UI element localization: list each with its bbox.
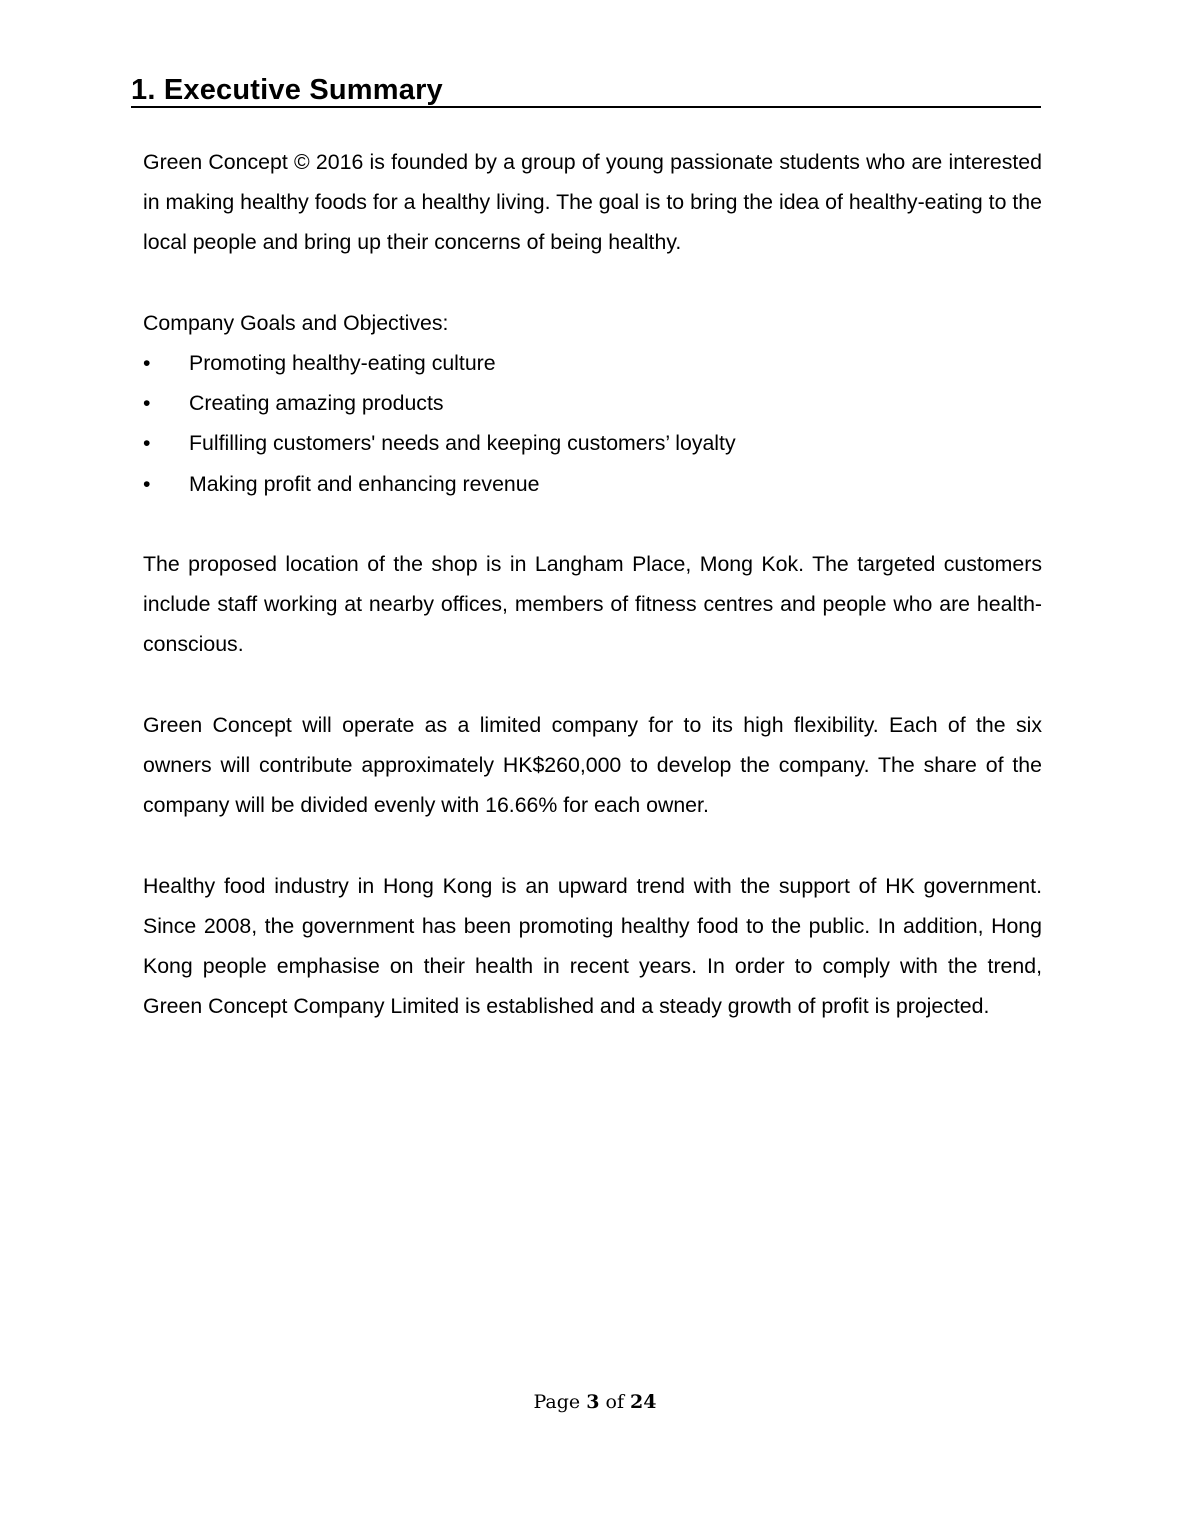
paragraph-spacer [143, 665, 1042, 705]
list-item [143, 383, 1042, 423]
bullet-icon: • [143, 351, 151, 375]
of-label: of [605, 1391, 624, 1413]
paragraph-spacer [143, 825, 1042, 865]
location-paragraph: The proposed location of the shop is in Langham Place, Mong Kok. The targeted customers include staff working at nearby offices, members of fitness centres and people who are health-conscious. [143, 552, 1042, 657]
page-footer [0, 1386, 1190, 1418]
paragraph-spacer [143, 504, 1042, 544]
goal-text: Promoting healthy-eating culture [189, 351, 496, 375]
goal-text: Fulfilling customers' needs and keeping customers’ loyalty [189, 431, 736, 456]
section-heading: 1. Executive Summary [131, 74, 443, 106]
industry-paragraph: Healthy food industry in Hong Kong is an upward trend with the support of HK government. Since 2008, the government has been promoting healthy food to the public. In addition, Hong Kong people emphasise on their health in recent years. In order to comply with the trend, Green Concept Company Limited is established and a steady growth of profit is projected. [143, 873, 1042, 1019]
goals-label: Company Goals and Objectives: [143, 310, 449, 335]
current-page-number: 3 [586, 1391, 600, 1413]
goal-text: Making profit and enhancing revenue [189, 471, 540, 496]
bullet-icon: • [143, 431, 151, 456]
page-label: Page [533, 1391, 581, 1413]
ownership-paragraph: Green Concept will operate as a limited company for to its high flexibility. Each of the six owners will contribute approximately HK$260,000 to develop the company. The share of the company will be divided evenly with 16.66% for each owner. [143, 712, 1042, 818]
paragraph-spacer [143, 263, 1042, 303]
section-heading-rule [131, 70, 1041, 108]
intro-paragraph: Green Concept © 2016 is founded by a group of young passionate students who are interested in making healthy foods for a healthy living. The goal is to bring the idea of healthy-eating to the local people and bring up their concerns of being healthy. [143, 150, 1042, 255]
total-pages-number: 24 [630, 1391, 657, 1413]
goal-text: Creating amazing products [189, 391, 444, 416]
goals-list [143, 343, 1042, 504]
bullet-icon: • [143, 471, 151, 496]
list-item [143, 343, 1042, 383]
list-item [143, 464, 1042, 504]
document-body [143, 142, 1042, 1026]
bullet-icon: • [143, 391, 151, 416]
list-item [143, 423, 1042, 463]
